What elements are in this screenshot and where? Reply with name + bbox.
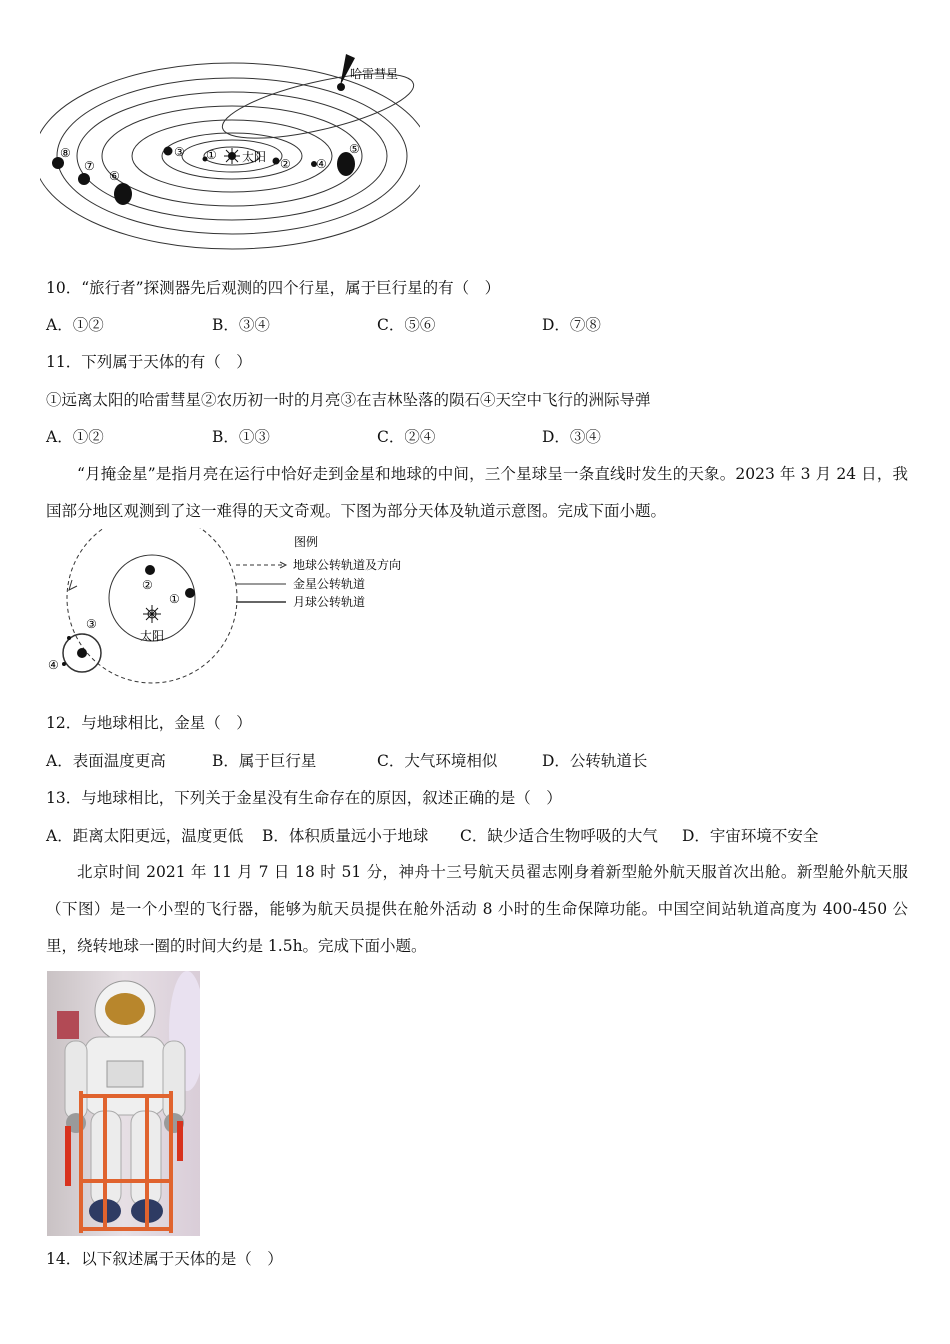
label-3: ③ [86,617,97,631]
planet-label-4: ④ [316,157,327,171]
planet-2 [273,158,280,165]
q10-option-d: D．⑦⑧ [542,316,601,334]
orbit-diagram [40,528,420,700]
sun-label: 太阳 [242,150,267,164]
q11-option-d: D．③④ [542,428,601,446]
planet-3 [164,147,173,156]
passage-venus-occultation: “月掩金星”是指月亮在运行中恰好走到金星和地球的中间，三个星球呈一条直线时发生的天象。2023 年 3 月 24 日，我国部分地区观测到了这一难得的天文奇观。下图为部分天体及轨道示意图。完成下面小题。 [46,465,908,520]
legend-earth-orbit: 地球公转轨道及方向 [293,558,402,572]
earth [77,648,87,658]
question-10-stem: 10．“旅行者”探测器先后观测的四个行星，属于巨行星的有（ ） [46,279,501,297]
q13-option-a: A．距离太阳更远，温度更低 [46,827,244,845]
question-11-stem: 11．下列属于天体的有（ ） [46,353,252,371]
q11-option-a: A．①② [46,428,104,446]
legend-venus-orbit: 金星公转轨道 [293,577,366,591]
legend-moon-orbit: 月球公转轨道 [293,595,366,609]
label-4: ④ [48,658,59,672]
planet-label-8: ⑧ [60,146,71,160]
q10-option-b: B．③④ [212,316,270,334]
sun-icon [224,148,240,164]
label-2: ② [142,578,153,592]
comet-label: 哈雷彗星 [350,67,399,81]
q12-option-c: C．大气环境相似 [377,752,498,770]
question-13-stem: 13．与地球相比，下列关于金星没有生命存在的原因，叙述正确的是（ ） [46,789,562,807]
q13-option-d: D．宇宙环境不安全 [682,827,819,845]
q10-option-a: A．①② [46,316,104,334]
earth-orbit-arrow-icon [69,580,77,590]
planet-6 [114,183,132,205]
sun-icon [143,605,161,623]
legend-title: 图例 [294,535,319,549]
question-14-stem: 14．以下叙述属于天体的是（ ） [46,1250,283,1268]
solar-system-diagram [40,40,420,270]
planet-label-7: ⑦ [84,159,95,173]
planet-label-2: ② [280,157,291,171]
q12-option-d: D．公转轨道长 [542,752,648,770]
planet-label-1: ① [206,148,217,162]
spacesuit-photo [47,971,200,1236]
q13-option-c: C．缺少适合生物呼吸的大气 [460,827,658,845]
q10-option-c: C．⑤⑥ [377,316,436,334]
planet-label-5: ⑤ [349,142,360,156]
q12-option-b: B．属于巨行星 [212,752,317,770]
passage-spacesuit: 北京时间 2021 年 11 月 7 日 18 时 51 分，神舟十三号航天员翟志刚身着新型舱外航天服首次出舱。新型舱外航天服（下图）是一个小型的飞行器，能够为航天员提供在舱外活动 8 小时的生命保障功能。中国空间站轨道高度为 400-450 公里，绕转地球一圈的时间大约是 1.5h。完成下面小题。 [46,863,908,955]
planet-label-6: ⑥ [109,169,120,183]
sun-label: 太阳 [140,629,165,643]
label-1: ① [169,592,180,606]
question-11-items: ①远离太阳的哈雷彗星②农历初一时的月亮③在吉林坠落的陨石④天空中飞行的洲际导弹 [46,391,651,409]
q13-option-b: B．体积质量远小于地球 [262,827,429,845]
venus-position-1 [185,588,195,598]
planet-label-3: ③ [174,145,185,159]
venus-position-2 [145,565,155,575]
moon-position-3 [67,636,71,640]
legend [236,534,401,609]
question-12-stem: 12．与地球相比，金星（ ） [46,714,252,732]
planet-7 [78,173,90,185]
q11-option-b: B．①③ [212,428,270,446]
q12-option-a: A．表面温度更高 [46,752,166,770]
moon-position-4 [62,662,66,666]
q11-option-c: C．②④ [377,428,436,446]
